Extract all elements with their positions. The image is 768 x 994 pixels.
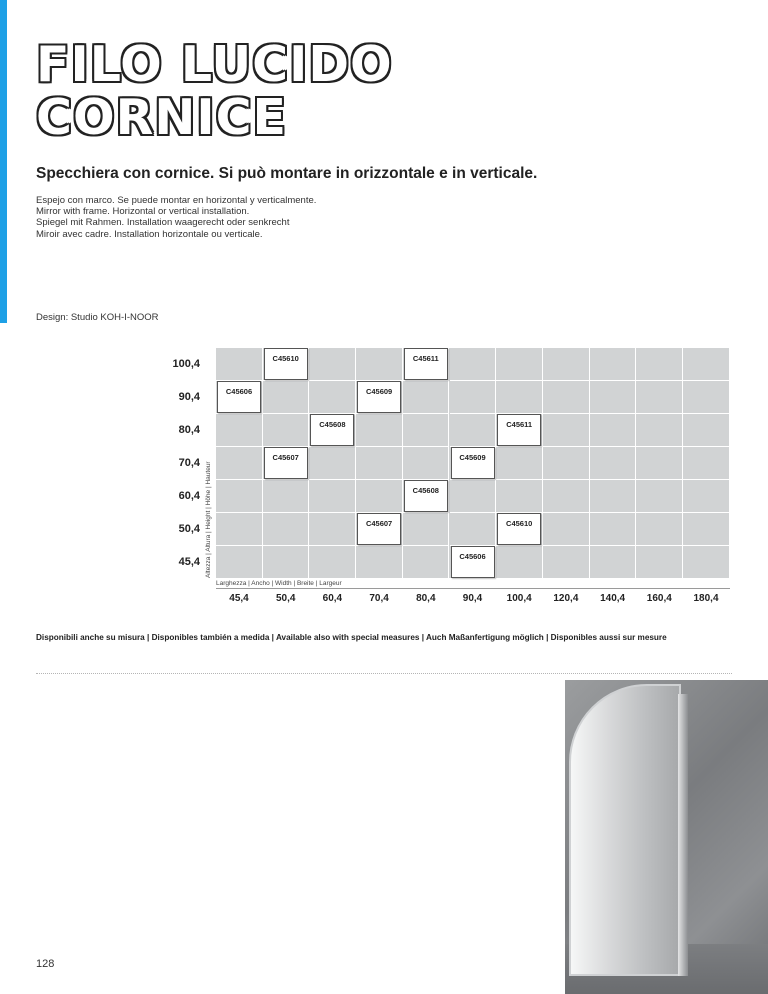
accent-bar — [0, 0, 7, 323]
product-code-c45611: C45611 — [404, 348, 448, 380]
grid-cell — [403, 381, 450, 414]
x-tick-label: 60,4 — [322, 593, 343, 604]
grid-cell — [309, 480, 356, 513]
y-tick-label: 90,4 — [178, 391, 200, 403]
grid-cell — [636, 513, 683, 546]
subtitle: Specchiera con cornice. Si può montare in orizzontale e in verticale. — [36, 165, 538, 182]
availability-note: Disponibili anche su misura | Disponibles también a medida | Available also with special measures | Auch Maßanfertigung möglich | Disponibles aussi sur mesure — [36, 633, 667, 642]
grid-cell — [216, 414, 263, 447]
x-tick-label: 160,4 — [646, 593, 672, 604]
x-tick-label: 140,4 — [600, 593, 626, 604]
grid-cell — [216, 513, 263, 546]
grid-cell — [356, 348, 403, 381]
grid-cell — [683, 480, 730, 513]
grid-cell — [309, 546, 356, 579]
translation-en: Mirror with frame. Horizontal or vertical installation. — [36, 206, 250, 218]
x-axis-label: Larghezza | Ancho | Width | Breite | Largeur — [216, 580, 342, 587]
grid-cell — [590, 348, 637, 381]
x-tick-label: 70,4 — [369, 593, 389, 604]
product-code-c45610: C45610 — [497, 513, 541, 545]
grid-cell — [216, 480, 263, 513]
grid-cell — [309, 513, 356, 546]
grid-cell — [356, 447, 403, 480]
grid-cell — [636, 546, 683, 579]
grid-cell — [263, 414, 310, 447]
grid-cell — [263, 381, 310, 414]
design-credit: Design: Studio KOH-I-NOOR — [36, 312, 159, 323]
page-number: 128 — [36, 958, 55, 970]
grid-cell — [403, 513, 450, 546]
grid-cell — [309, 447, 356, 480]
x-tick-label: 90,4 — [462, 593, 483, 604]
grid-cell — [216, 447, 263, 480]
product-code-c45607: C45607 — [357, 513, 401, 545]
grid-cell — [403, 414, 450, 447]
grid-cell — [496, 447, 543, 480]
product-code-c45611: C45611 — [497, 414, 541, 446]
grid-cell — [543, 546, 590, 579]
y-tick-label: 70,4 — [178, 457, 200, 469]
grid-cell — [683, 381, 730, 414]
grid-cell — [683, 348, 730, 381]
grid-cell — [590, 480, 637, 513]
title-line-1: FILO LUCIDO — [36, 36, 393, 93]
product-code-c45607: C45607 — [264, 447, 308, 479]
y-tick-label: 60,4 — [178, 490, 200, 502]
grid-cell — [636, 480, 683, 513]
page-title — [36, 38, 393, 144]
product-code-c45608: C45608 — [404, 480, 448, 512]
grid-cell — [543, 381, 590, 414]
grid-cell — [496, 546, 543, 579]
grid-cell — [216, 546, 263, 579]
product-code-c45606: C45606 — [217, 381, 261, 413]
grid-cell — [636, 447, 683, 480]
grid-cell — [450, 348, 497, 381]
x-tick-label: 45,4 — [229, 593, 249, 604]
grid-cell — [403, 447, 450, 480]
grid-cell — [590, 381, 637, 414]
product-code-c45608: C45608 — [310, 414, 354, 446]
grid-cell — [309, 381, 356, 414]
grid-cell — [356, 546, 403, 579]
grid-cell — [543, 348, 590, 381]
title-line-2: CORNICE — [36, 89, 288, 146]
translation-es: Espejo con marco. Se puede montar en horizontal y verticalmente. — [36, 195, 317, 206]
grid-cell — [263, 546, 310, 579]
translation-fr: Miroir avec cadre. Installation horizontale ou verticale. — [36, 228, 263, 240]
grid-cell — [590, 447, 637, 480]
y-tick-label: 50,4 — [178, 523, 200, 535]
grid-cell — [590, 414, 637, 447]
grid-cell — [356, 480, 403, 513]
x-axis-line — [216, 588, 730, 589]
translations — [36, 195, 316, 240]
grid-cell — [450, 381, 497, 414]
grid-cell — [309, 348, 356, 381]
grid-cell — [543, 513, 590, 546]
grid-cell — [543, 480, 590, 513]
x-tick-label: 100,4 — [506, 593, 532, 604]
grid-cell — [683, 546, 730, 579]
grid-cell — [543, 447, 590, 480]
grid-cell — [683, 513, 730, 546]
y-tick-label: 80,4 — [178, 424, 200, 436]
divider — [36, 673, 732, 674]
grid-cell — [636, 348, 683, 381]
translation-de: Spiegel mit Rahmen. Installation waagerecht oder senkrecht — [36, 217, 290, 229]
y-tick-label: 100,4 — [172, 358, 200, 370]
product-code-c45606: C45606 — [451, 546, 495, 578]
grid-cell — [590, 513, 637, 546]
grid-cell — [263, 513, 310, 546]
grid-cell — [450, 513, 497, 546]
product-code-c45610: C45610 — [264, 348, 308, 380]
x-tick-label: 120,4 — [553, 593, 579, 604]
grid-cell — [496, 348, 543, 381]
grid-cell — [263, 480, 310, 513]
product-code-c45609: C45609 — [451, 447, 495, 479]
grid-cell — [590, 546, 637, 579]
grid-cell — [356, 414, 403, 447]
grid-cell — [683, 414, 730, 447]
mirror-photo — [565, 680, 768, 994]
grid-cell — [216, 348, 263, 381]
grid-cell — [496, 381, 543, 414]
grid-cell — [543, 414, 590, 447]
y-tick-label: 45,4 — [178, 556, 200, 568]
y-axis-label: Altezza | Altura | Height | Höhe | Hauteur — [205, 461, 212, 578]
grid-cell — [636, 381, 683, 414]
product-code-c45609: C45609 — [357, 381, 401, 413]
grid-cell — [450, 414, 497, 447]
grid-cell — [636, 414, 683, 447]
grid-cell — [450, 480, 497, 513]
x-tick-label: 180,4 — [693, 593, 719, 604]
grid-cell — [403, 546, 450, 579]
x-tick-label: 80,4 — [416, 593, 436, 604]
grid-cell — [496, 480, 543, 513]
grid-cell — [683, 447, 730, 480]
x-tick-label: 50,4 — [275, 593, 296, 604]
